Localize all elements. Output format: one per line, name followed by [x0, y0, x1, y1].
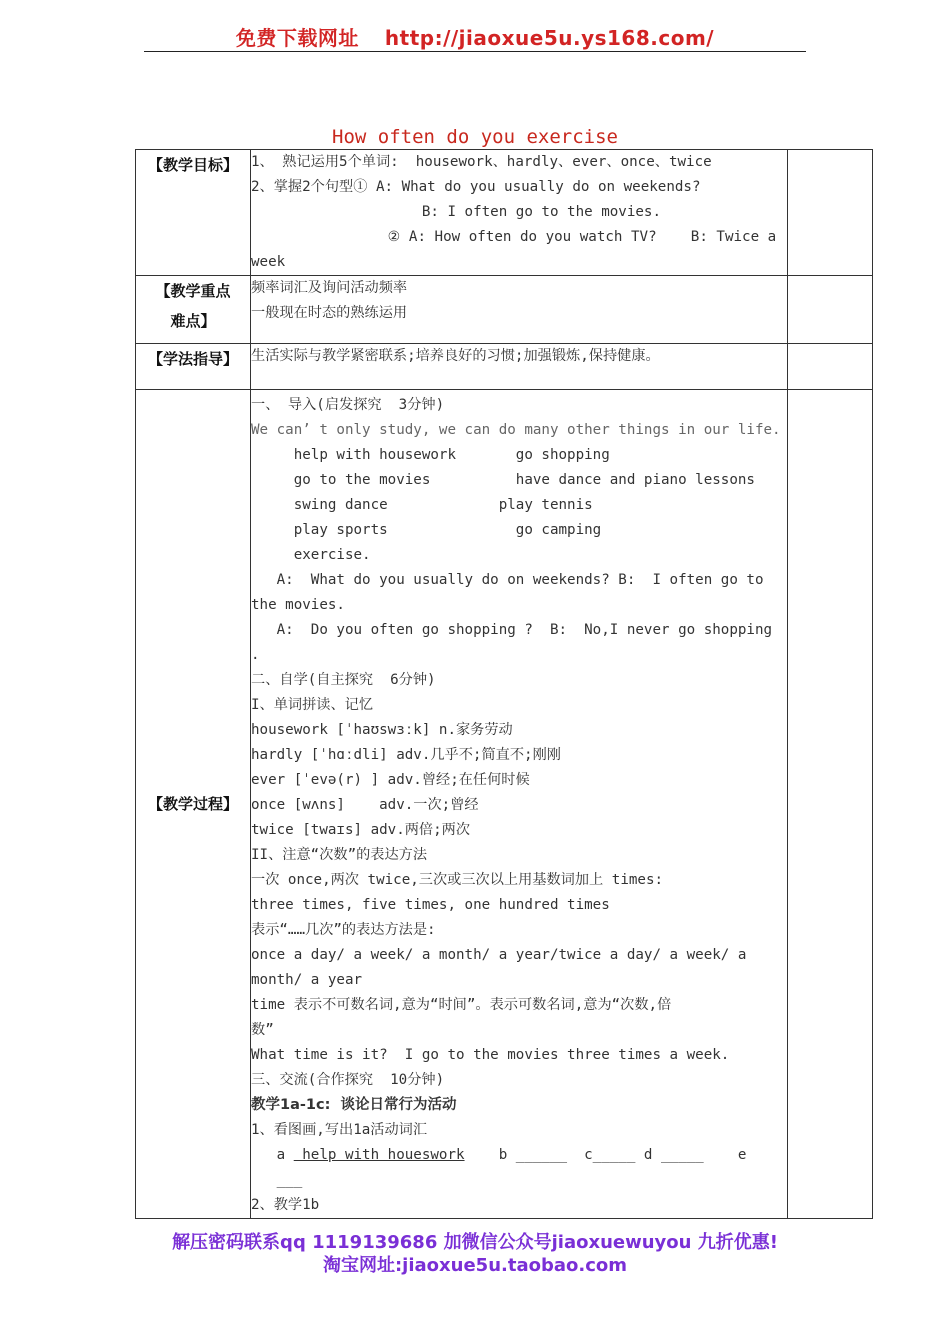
process-line-1: 一、 导入(启发探究 3分钟)	[251, 397, 445, 413]
label-key-points-line1: 【教学重点	[155, 282, 231, 300]
process-line-3: help with housework go shopping	[251, 447, 610, 463]
content-key-points	[251, 276, 788, 344]
label-key-points-line2: 难点】	[170, 312, 216, 330]
row-teaching-goals	[136, 150, 873, 276]
header-label: 免费下载网址	[235, 26, 359, 50]
process-line-8: A: What do you usually do on weekends? B: I often go to	[251, 572, 764, 588]
goals-line-3: B: I often go to the movies.	[251, 204, 661, 220]
goals-line-5: week	[251, 254, 286, 270]
row-key-points	[136, 276, 873, 344]
label-teaching-goals: 【教学目标】	[136, 150, 251, 276]
process-line-33: 2、教学1b	[251, 1197, 320, 1213]
method-line-1: 生活实际与教学紧密联系;培养良好的习惯;加强锻炼,保持健康。	[251, 348, 660, 364]
answer-blanks-b-e: b ______ c_____ d _____ e	[464, 1147, 747, 1163]
footer-contact: 解压密码联系qq 1119139686 加微信公众号jiaoxuewuyou 九折优惠!	[172, 1232, 778, 1253]
process-line-31	[251, 1143, 787, 1168]
goals-line-4: ② A: How often do you watch TV? B: Twice a	[251, 229, 777, 245]
process-line-29: 教学1a-1c: 谈论日常行为活动	[251, 1097, 457, 1113]
goals-line-2: 2、掌握2个句型① A: What do you usually do on weekends?	[251, 179, 701, 195]
process-line-24: month/ a year	[251, 972, 363, 988]
process-line-13: I、单词拼读、记忆	[251, 697, 374, 713]
process-line-18: twice [twaɪs] adv.两倍;两次	[251, 822, 471, 838]
row-process	[136, 390, 873, 1219]
process-line-16: ever [ˈevə(r) ] adv.曾经;在任何时候	[251, 772, 530, 788]
key-points-line-2: 一般现在时态的熟练运用	[251, 305, 408, 321]
goals-line-1: 1、 熟记运用5个单词: housework、hardly、ever、once、twice	[251, 154, 712, 170]
process-line-12: 二、自学(自主探究 6分钟)	[251, 672, 436, 688]
process-line-9: the movies.	[251, 597, 345, 613]
process-line-20: 一次 once,两次 twice,三次或三次以上用基数词加上 times:	[251, 872, 664, 888]
lesson-plan-table	[135, 149, 873, 1219]
site-header	[0, 22, 950, 51]
process-line-23: once a day/ a week/ a month/ a year/twice a day/ a week/ a	[251, 947, 747, 963]
label-method: 【学法指导】	[136, 344, 251, 390]
row-method	[136, 344, 873, 390]
document-title: How often do you exercise	[332, 126, 618, 148]
process-line-25: time 表示不可数名词,意为“时间”。表示可数名词,意为“次数,倍	[251, 997, 672, 1013]
side-column-cell	[788, 344, 873, 390]
process-line-30: 1、看图画,写出1a活动词汇	[251, 1122, 428, 1138]
header-url-link[interactable]: http://jiaoxue5u.ys168.com/	[384, 26, 715, 50]
label-key-points	[136, 276, 251, 344]
process-line-14: housework [ˈhaʊswɜːk] n.家务劳动	[251, 722, 513, 738]
process-line-2: We can’ t only study, we can do many other things in our life.	[251, 422, 781, 438]
process-line-32: ___	[251, 1172, 303, 1188]
side-column-cell	[788, 276, 873, 344]
process-line-22: 表示“……几次”的表达方法是:	[251, 922, 436, 938]
key-points-line-1: 频率词汇及询问活动频率	[251, 280, 408, 296]
process-line-15: hardly [ˈhɑːdli] adv.几乎不;简直不;刚刚	[251, 747, 561, 763]
process-line-4: go to the movies have dance and piano lessons	[251, 472, 755, 488]
process-line-17: once [wʌns] adv.一次;曾经	[251, 797, 479, 813]
content-process	[251, 390, 788, 1219]
process-line-26: 数”	[251, 1022, 274, 1038]
side-column-cell	[788, 150, 873, 276]
process-line-10: A: Do you often go shopping ? B: No,I never go shopping	[251, 622, 773, 638]
process-line-7: exercise.	[251, 547, 371, 563]
answer-a-help-with-housework: help with houeswork	[293, 1147, 465, 1163]
process-line-5: swing dance play tennis	[251, 497, 593, 513]
answer-label-a: a	[251, 1147, 294, 1163]
content-method	[251, 344, 788, 390]
label-process: 【教学过程】	[136, 390, 251, 1219]
process-line-28: 三、交流(合作探究 10分钟)	[251, 1072, 445, 1088]
process-line-21: three times, five times, one hundred times	[251, 897, 610, 913]
process-line-11: .	[251, 647, 260, 663]
process-line-27: What time is it? I go to the movies three times a week.	[251, 1047, 730, 1063]
process-line-6: play sports go camping	[251, 522, 602, 538]
side-column-cell	[788, 390, 873, 1219]
process-line-19: II、注意“次数”的表达方法	[251, 847, 428, 863]
content-teaching-goals	[251, 150, 788, 276]
header-divider	[144, 51, 806, 52]
footer-taobao-link[interactable]: 淘宝网址:jiaoxue5u.taobao.com	[322, 1255, 627, 1276]
